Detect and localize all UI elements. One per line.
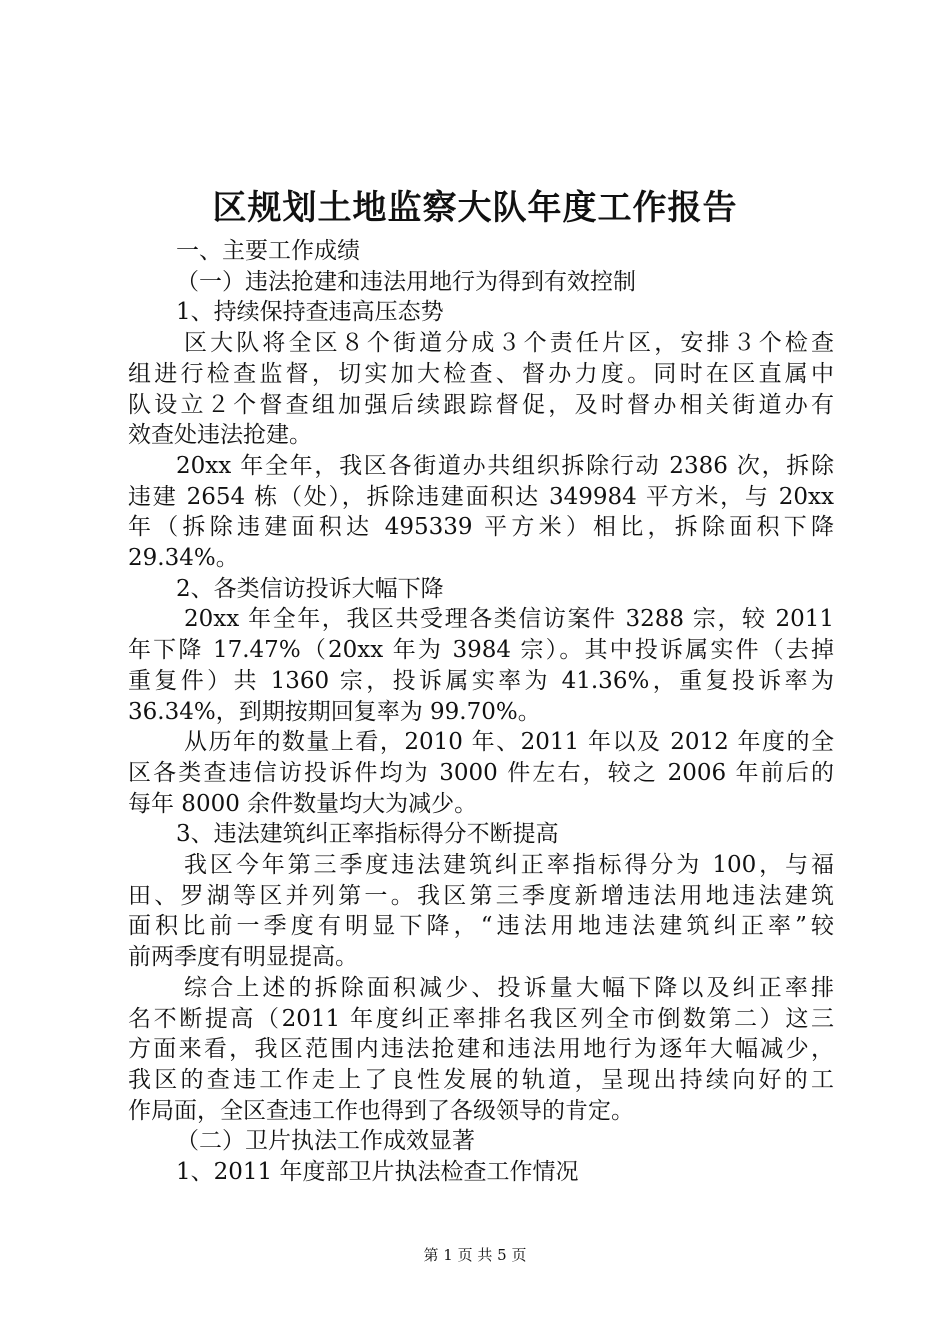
item-heading: 1、持续保持查违高压态势 [176, 299, 444, 326]
paragraph-line: 面积比前一季度有明显下降，“违法用地违法建筑纠正率”较 [128, 913, 834, 940]
paragraph-line: 年（拆除违建面积达 495339 平方米）相比，拆除面积下降 [128, 514, 834, 541]
document-body [128, 236, 834, 1188]
paragraph-line: 队设立２个督查组加强后续跟踪督促，及时督办相关街道办有 [128, 391, 834, 418]
item-heading: 2、各类信访投诉大幅下降 [176, 575, 444, 602]
paragraph-line: 从历年的数量上看，2010 年、2011 年以及 2012 年度的全 [184, 729, 834, 756]
paragraph-line: 名不断提高（2011 年度纠正率排名我区列全市倒数第二）这三 [128, 1005, 834, 1032]
paragraph-line: 效查处违法抢建。 [128, 422, 312, 449]
document-title: 区规划土地监察大队年度工作报告 [212, 188, 738, 228]
paragraph-line: 违建 2654 栋（处），拆除违建面积达 349984 平方米，与 20xx [128, 483, 834, 510]
paragraph-line: 每年 8000 余件数量均大为减少。 [128, 790, 478, 817]
paragraph-line: 作局面，全区查违工作也得到了各级领导的肯定。 [128, 1097, 634, 1124]
paragraph-line: 重复件）共 1360 宗，投诉属实率为 41.36%，重复投诉率为 [128, 667, 834, 694]
paragraph-line: 综合上述的拆除面积减少、投诉量大幅下降以及纠正率排 [184, 974, 834, 1001]
paragraph-line: 20xx 年全年，我区共受理各类信访案件 3288 宗，较 2011 [184, 606, 834, 633]
subsection-heading: （一）违法抢建和违法用地行为得到有效控制 [176, 268, 636, 295]
paragraph-line: 前两季度有明显提高。 [128, 944, 358, 971]
paragraph-line: 我区的查违工作走上了良性发展的轨道，呈现出持续向好的工 [128, 1066, 834, 1093]
paragraph-line: 区各类查违信访投诉件均为 3000 件左右，较之 2006 年前后的 [128, 759, 834, 786]
paragraph-line: 田、罗湖等区并列第一。我区第三季度新增违法用地违法建筑 [128, 882, 834, 909]
section-heading: 一、主要工作成绩 [176, 238, 360, 264]
page-number-footer: 第 1 页 共 5 页 [423, 1246, 527, 1264]
paragraph-line: 方面来看，我区范围内违法抢建和违法用地行为逐年大幅减少， [128, 1036, 834, 1063]
paragraph-line: 组进行检查监督，切实加大检查、督办力度。同时在区直属中 [128, 360, 834, 387]
item-heading: 3、违法建筑纠正率指标得分不断提高 [176, 821, 559, 848]
paragraph-line: 年下降 17.47%（20xx 年为 3984 宗）。其中投诉属实件（去掉 [128, 637, 834, 664]
paragraph-line: 20xx 年全年，我区各街道办共组织拆除行动 2386 次，拆除 [176, 452, 834, 479]
paragraph-line: 区大队将全区８个街道分成３个责任片区，安排３个检查 [184, 330, 834, 357]
paragraph-line: 我区今年第三季度违法建筑纠正率指标得分为 100，与福 [184, 852, 834, 879]
paragraph-line: 36.34%，到期按期回复率为 99.70%。 [128, 698, 541, 725]
paragraph-line: 29.34%。 [128, 545, 239, 572]
subsection-heading: （二）卫片执法工作成效显著 [176, 1128, 475, 1155]
item-heading: 1、2011 年度部卫片执法检查工作情况 [176, 1159, 579, 1186]
